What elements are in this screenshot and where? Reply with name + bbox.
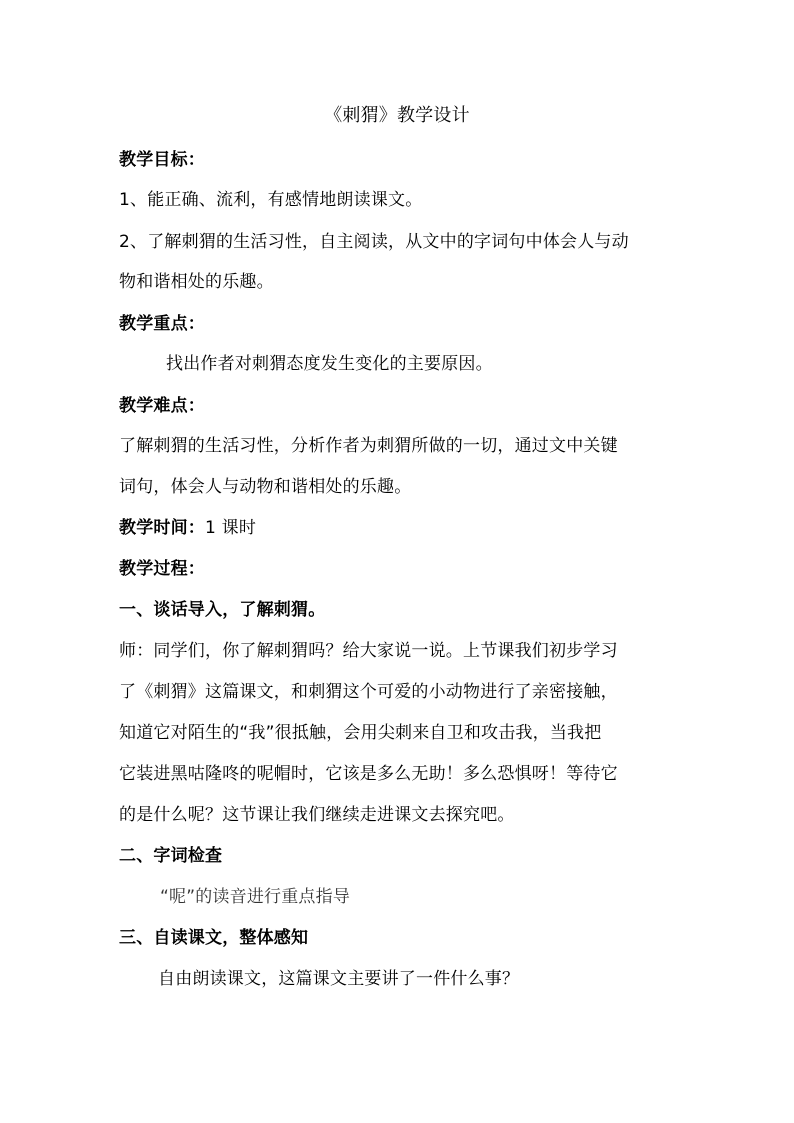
section-1-line-5: 的是什么呢？这节课让我们继续走进课文去探究吧。 <box>119 805 515 825</box>
difficulties-line-1: 了解刺猬的生活习性，分析作者为刺猬所做的一切，通过文中关键 <box>119 436 618 456</box>
objective-2-line-2: 物和谐相处的乐趣。 <box>119 272 274 292</box>
difficulties-line-2: 词句，体会人与动物和谐相处的乐趣。 <box>119 477 412 497</box>
key-points-text: 找出作者对刺猬态度发生变化的主要原因。 <box>166 354 493 374</box>
teaching-time-value: 1 课时 <box>205 518 257 538</box>
section-1-heading: 一、谈话导入，了解刺猬。 <box>119 600 326 620</box>
key-points-heading: 教学重点： <box>119 314 205 334</box>
teaching-time <box>119 516 679 540</box>
section-1-line-3: 知道它对陌生的“我”很抵触，会用尖刺来自卫和攻击我，当我把 <box>119 723 602 743</box>
objective-1: 1、能正确、流利，有感情地朗读课文。 <box>119 190 423 210</box>
section-3-text: 自由朗读课文，这篇课文主要讲了一件什么事？ <box>158 969 520 989</box>
process-heading: 教学过程： <box>119 559 205 579</box>
section-1-line-4: 它装进黑咕隆咚的呢帽时，它该是多么无助！多么恐惧呀！等待它 <box>119 764 618 784</box>
objectives-heading: 教学目标： <box>119 150 205 170</box>
difficulties-heading: 教学难点： <box>119 396 205 416</box>
section-2-text: “呢”的读音进行重点指导 <box>160 887 351 907</box>
section-2-heading: 二、字词检查 <box>119 846 223 866</box>
section-1-line-2: 了《刺猬》这篇课文，和刺猬这个可爱的小动物进行了亲密接触， <box>119 682 618 702</box>
document-title: 《刺猬》教学设计 <box>324 105 470 126</box>
section-1-line-1: 师：同学们，你了解刺猬吗？给大家说一说。上节课我们初步学习 <box>119 641 618 661</box>
section-3-heading: 三、自读课文，整体感知 <box>119 928 309 948</box>
objective-2-line-1: 2、了解刺猬的生活习性，自主阅读，从文中的字词句中体会人与动 <box>119 232 629 252</box>
teaching-time-label: 教学时间： <box>119 518 205 538</box>
